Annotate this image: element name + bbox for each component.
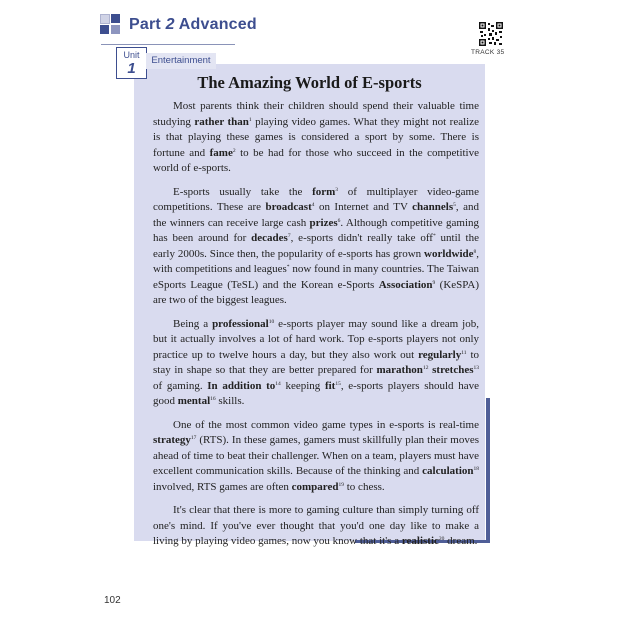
- qr-code-icon[interactable]: [479, 22, 503, 46]
- part-title: Part 2 Advanced: [129, 16, 257, 33]
- vocab-word: professional: [212, 317, 269, 330]
- header-divider: [101, 44, 235, 45]
- vocab-word: In addition to: [207, 379, 276, 392]
- footnote-marker: 17: [190, 435, 197, 441]
- article-body: [153, 99, 479, 558]
- vocab-word: prizes: [309, 216, 338, 229]
- track-label: TRACK 35: [471, 49, 505, 56]
- paragraph: E-sports usually take the form$^3$ of multiplayer video-game competitions. These are broadcast$^4$ on Internet and TV channels$^5$, and the winners can receive large cash prizes$^6$. Although competitive gaming has been around for decades$^7$, e-sports didn't really take off* until the early 2000s. Since then, the popularity of e-sports has grown worldwide$^8$, with competitions and leagues* now found in many countries. The Taiwan eSports League (TeSL) and the Korean e-Sports Association$^9$ (KeSPA) are two of the biggest leagues.: [153, 185, 480, 306]
- footnote-marker: 20: [438, 536, 445, 542]
- paragraph: Being a professional$^{10}$ e-sports player may sound like a dream job, but it actually involves a lot of hard work. Top e-sports players not only practice up to twelve hours a day, but they also work out regularly$^{11}$ to stay in shape so that they are better prepared for marathon$^{12}$ stretches$^{13}$ of gaming. In addition $to^{14}$ keeping fit$^{15}$, e-sports players should have good mental$^{16}$ skills.: [153, 317, 479, 407]
- vocab-word: worldwide: [424, 247, 474, 260]
- footnote-marker: 14: [275, 380, 281, 387]
- footnote-marker: *: [432, 233, 436, 239]
- footnote-marker: 18: [473, 466, 479, 472]
- vocab-word: channels: [412, 201, 454, 213]
- footnote-marker: 10: [268, 318, 275, 325]
- vocab-word: rather than: [194, 115, 249, 128]
- footnote-marker: 15: [335, 380, 341, 387]
- footnote-marker: 1: [248, 116, 252, 123]
- vocab-word: decades: [251, 232, 288, 244]
- vocab-word: marathon: [376, 364, 423, 376]
- panel-shadow-right: [486, 398, 490, 542]
- unit-number: 1: [127, 60, 136, 77]
- footnote-marker: 2: [232, 147, 236, 154]
- unit-label: Unit: [123, 50, 140, 60]
- footnote-marker: 6: [337, 217, 341, 224]
- vocab-word: fame: [209, 146, 233, 159]
- footnote-marker: 19: [338, 481, 344, 488]
- vocab-word: stretches: [432, 364, 474, 376]
- vocab-word: strategy: [153, 434, 191, 446]
- page-number: 102: [104, 595, 121, 606]
- vocab-word: fit: [324, 379, 336, 392]
- paragraph: One of the most common video game types in e-sports is real-time strategy$^{17}$ (RTS). In these games, gamers must skillfully plan their moves ahead of time to beat their challenger. When on a team, players must have excellent communication skills. Because of the thinking and calculation$^{18}$ involved, RTS games are often compared$^{19}$ to chess.: [153, 418, 479, 493]
- footnote-marker: 5: [453, 202, 456, 208]
- vocab-word: calculation: [422, 465, 474, 477]
- footnote-marker: *: [286, 264, 290, 270]
- vocab-word: realistic: [401, 535, 439, 547]
- squares-logo-icon: [100, 14, 122, 36]
- vocab-word: regularly: [418, 348, 462, 361]
- footnote-marker: 3: [335, 186, 339, 193]
- footnote-marker: 9: [432, 279, 436, 286]
- footnote-marker: 8: [473, 248, 477, 255]
- footnote-marker: 11: [461, 349, 467, 356]
- vocab-word: Association: [378, 278, 433, 291]
- article-title: The Amazing World of E-sports: [197, 73, 422, 92]
- vocab-word: form: [312, 185, 336, 198]
- footnote-marker: 4: [311, 202, 315, 208]
- category-tag: Entertainment: [146, 53, 216, 69]
- footnote-marker: 16: [210, 396, 216, 402]
- footnote-marker: 12: [422, 365, 429, 371]
- vocab-word: broadcast: [265, 201, 312, 213]
- footnote-marker: 13: [473, 365, 479, 371]
- paragraph: It's clear that there is more to gaming culture than simply turning off one's mind. If you've ever thought that you'd one day like to make a living by playing video games, now you know that it's a realistic$^{20}$ dream.: [153, 504, 479, 547]
- footnote-marker: 7: [287, 233, 291, 239]
- vocab-word: mental: [177, 395, 211, 407]
- vocab-word: compared: [291, 480, 339, 493]
- paragraph: Most parents think their children should spend their valuable time studying rather than$^1$ playing video games. What they might not realize is that playing these games is considered a sport by some. There is fortune and fame$^2$ to be had for those who succeed in the competitive world of e-sports.: [153, 100, 479, 174]
